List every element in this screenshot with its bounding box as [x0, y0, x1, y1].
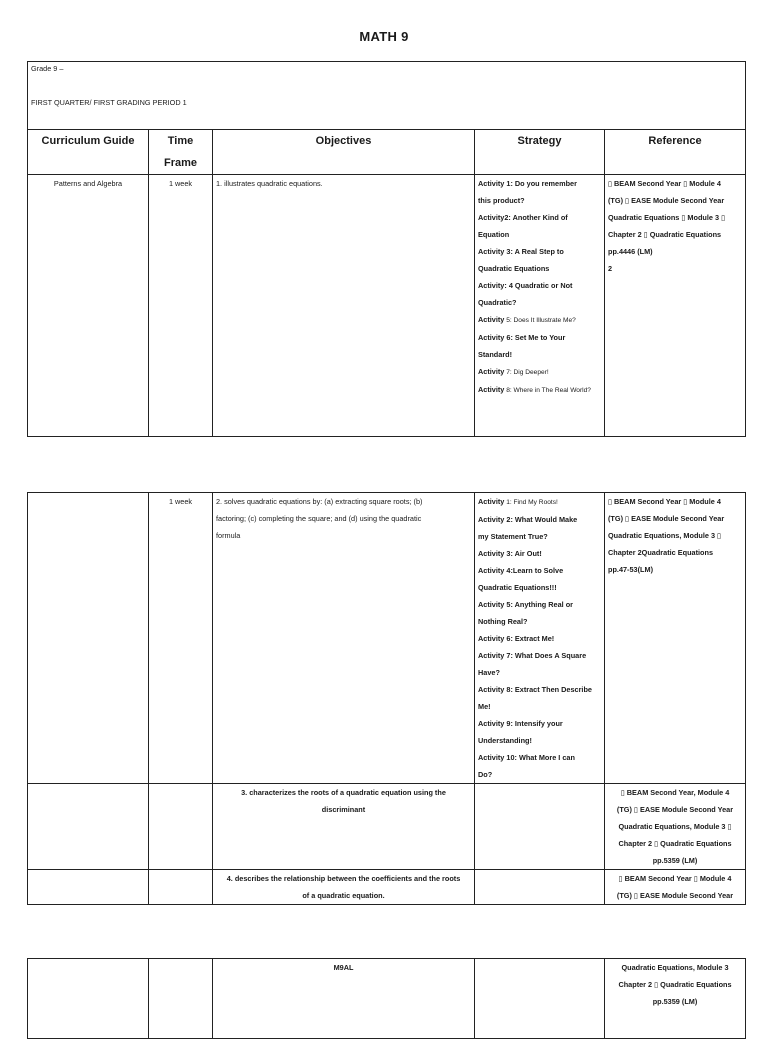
strategy-item	[478, 698, 601, 715]
strategy-item-bold: Standard!	[478, 350, 513, 359]
objective-cell: 1. illustrates quadratic equations.	[213, 175, 475, 437]
quarter-label: FIRST QUARTER/ FIRST GRADING PERIOD 1	[31, 98, 187, 107]
strategy-item-bold: Quadratic?	[478, 298, 517, 307]
objective-lines	[216, 870, 471, 904]
strategy-list	[478, 493, 601, 783]
reference-line: Quadratic Equations, Module 3 ▯	[618, 822, 732, 831]
strategy-item-bold: Activity 7: What Does A Square	[478, 651, 587, 660]
strategy-item	[478, 363, 601, 381]
strategy-item	[478, 346, 601, 363]
time-frame-cell: 1 week	[149, 493, 213, 784]
strategy-item	[478, 664, 601, 681]
reference-line: (TG) ▯ EASE Module Second Year	[608, 514, 725, 523]
strategy-item	[478, 630, 601, 647]
strategy-item	[478, 613, 601, 630]
strategy-item-bold: Activity 6: Set Me to Your	[478, 333, 566, 342]
curriculum-cell	[28, 870, 149, 905]
reference-line: Quadratic Equations, Module 3 ▯	[608, 531, 722, 540]
objective-line: of a quadratic equation.	[302, 891, 385, 900]
strategy-item-bold: Activity	[478, 385, 505, 394]
strategy-item-bold: Have?	[478, 668, 500, 677]
reference-line: Chapter 2Quadratic Equations	[608, 548, 714, 557]
strategy-item-small: 8: Where in The Real World?	[504, 387, 591, 394]
strategy-item	[478, 192, 601, 209]
objective-cell	[213, 493, 475, 784]
strategy-item-small: 1: Find My Roots!	[504, 499, 558, 506]
strategy-item-bold: Understanding!	[478, 736, 532, 745]
reference-line: pp.47-53(LM)	[608, 565, 653, 574]
strategy-item-bold: Activity 3: A Real Step to	[478, 247, 564, 256]
strategy-item	[478, 493, 601, 511]
reference-line: ▯ BEAM Second Year ▯ Module 4	[618, 874, 732, 883]
strategy-item-bold: Activity: 4 Quadratic or Not	[478, 281, 573, 290]
curriculum-cell	[28, 959, 149, 1039]
strategy-item	[478, 749, 601, 766]
reference-cell	[605, 175, 746, 437]
strategy-item-bold: Activity 9: Intensify your	[478, 719, 563, 728]
strategy-item	[478, 766, 601, 783]
strategy-item	[478, 596, 601, 613]
reference-list	[608, 870, 742, 904]
strategy-item	[478, 294, 601, 311]
strategy-item-bold: Nothing Real?	[478, 617, 528, 626]
header-time-line2: Frame	[163, 157, 198, 169]
strategy-item	[478, 562, 601, 579]
strategy-list	[478, 175, 601, 399]
time-frame-cell: 1 week	[149, 175, 213, 437]
reference-line: (TG) ▯ EASE Module Second Year	[608, 196, 725, 205]
strategy-item-bold: Activity 4:Learn to Solve	[478, 566, 564, 575]
table-row	[28, 175, 746, 437]
reference-line: pp.4446 (LM)	[608, 247, 653, 256]
reference-cell	[605, 870, 746, 905]
strategy-cell	[475, 959, 605, 1039]
header-time-frame	[149, 130, 213, 175]
document-title: MATH 9	[359, 29, 409, 44]
header-time-line1: Time	[167, 135, 194, 147]
curriculum-table-2	[27, 492, 746, 905]
strategy-item	[478, 329, 601, 346]
header-curriculum-guide: Curriculum Guide	[28, 130, 149, 175]
curriculum-table-1	[27, 61, 746, 437]
reference-cell	[605, 493, 746, 784]
objective-line: discriminant	[321, 805, 366, 814]
reference-cell	[605, 959, 746, 1039]
objective-line: 2. solves quadratic equations by: (a) extracting square roots; (b)	[216, 497, 423, 506]
strategy-item	[478, 579, 601, 596]
reference-list	[608, 175, 742, 277]
reference-line: Quadratic Equations ▯ Module 3 ▯	[608, 213, 726, 222]
reference-line: Quadratic Equations, Module 3	[621, 963, 729, 972]
objective-line: 4. describes the relationship between the coefficients and the roots	[226, 874, 461, 883]
objective-lines	[216, 784, 471, 818]
strategy-item-bold: Do?	[478, 770, 493, 779]
grade-header-row	[28, 62, 746, 130]
strategy-item	[478, 175, 601, 192]
strategy-item-small: 5: Does It Illustrate Me?	[504, 317, 576, 324]
reference-line: Chapter 2 ▯ Quadratic Equations	[618, 980, 732, 989]
strategy-item	[478, 545, 601, 562]
strategy-cell	[475, 493, 605, 784]
reference-line: Chapter 2 ▯ Quadratic Equations	[608, 230, 722, 239]
strategy-item	[478, 277, 601, 294]
header-objectives: Objectives	[213, 130, 475, 175]
strategy-item-bold: Activity 3: Air Out!	[478, 549, 542, 558]
strategy-item-bold: Me!	[478, 702, 491, 711]
objective-lines	[216, 493, 471, 544]
strategy-item-bold: Activity 1: Do you remember	[478, 179, 577, 188]
header-strategy: Strategy	[475, 130, 605, 175]
strategy-item-bold: Activity	[478, 497, 505, 506]
objective-cell: M9AL	[213, 959, 475, 1039]
table-row	[28, 493, 746, 784]
strategy-item-bold: this product?	[478, 196, 525, 205]
table-row	[28, 959, 746, 1039]
curriculum-cell	[28, 784, 149, 870]
strategy-item	[478, 732, 601, 749]
strategy-item	[478, 715, 601, 732]
table-row	[28, 784, 746, 870]
objective-line: 3. characterizes the roots of a quadratic equation using the	[241, 788, 446, 797]
strategy-item-bold: Quadratic Equations	[478, 264, 550, 273]
strategy-item-bold: Equation	[478, 230, 510, 239]
reference-line: ▯ BEAM Second Year ▯ Module 4	[608, 179, 721, 188]
strategy-cell	[475, 784, 605, 870]
time-frame-cell	[149, 959, 213, 1039]
reference-cell	[605, 784, 746, 870]
reference-line: pp.5359 (LM)	[652, 856, 698, 865]
column-header-row	[28, 130, 746, 175]
strategy-item	[478, 511, 601, 528]
curriculum-cell	[28, 493, 149, 784]
strategy-item-bold: Activity2: Another Kind of	[478, 213, 568, 222]
strategy-item	[478, 647, 601, 664]
strategy-item-bold: Quadratic Equations!!!	[478, 583, 557, 592]
strategy-cell	[475, 175, 605, 437]
reference-line: (TG) ▯ EASE Module Second Year	[616, 805, 734, 814]
strategy-item	[478, 311, 601, 329]
reference-line: 2	[608, 264, 613, 273]
strategy-item-bold: Activity	[478, 315, 505, 324]
curriculum-table-3	[27, 958, 746, 1039]
objective-line: formula	[216, 531, 241, 540]
strategy-item	[478, 226, 601, 243]
strategy-item	[478, 381, 601, 399]
strategy-item-bold: Activity 6: Extract Me!	[478, 634, 555, 643]
header-reference: Reference	[605, 130, 746, 175]
time-frame-cell	[149, 870, 213, 905]
reference-line: Chapter 2 ▯ Quadratic Equations	[618, 839, 732, 848]
reference-line: pp.5359 (LM)	[652, 997, 698, 1006]
reference-list	[608, 784, 742, 869]
objective-cell	[213, 870, 475, 905]
curriculum-cell: Patterns and Algebra	[28, 175, 149, 437]
strategy-item	[478, 681, 601, 698]
strategy-item-bold: Activity	[478, 367, 505, 376]
objective-line: factoring; (c) completing the square; and (d) using the quadratic	[216, 514, 422, 523]
strategy-cell	[475, 870, 605, 905]
strategy-item	[478, 209, 601, 226]
reference-line: (TG) ▯ EASE Module Second Year	[616, 891, 734, 900]
strategy-item-bold: my Statement True?	[478, 532, 548, 541]
strategy-item-bold: Activity 8: Extract Then Describe	[478, 685, 592, 694]
strategy-item	[478, 243, 601, 260]
time-frame-cell	[149, 784, 213, 870]
strategy-item-small: 7: Dig Deeper!	[504, 369, 549, 376]
strategy-item-bold: Activity 5: Anything Real or	[478, 600, 574, 609]
strategy-item	[478, 260, 601, 277]
strategy-item-bold: Activity 2: What Would Make	[478, 515, 578, 524]
reference-list	[608, 493, 742, 578]
grade-label: Grade 9 –	[31, 64, 64, 73]
objective-cell	[213, 784, 475, 870]
reference-line: ▯ BEAM Second Year ▯ Module 4	[608, 497, 721, 506]
reference-line: ▯ BEAM Second Year, Module 4	[620, 788, 730, 797]
strategy-item-bold: Activity 10: What More I can	[478, 753, 575, 762]
table-row	[28, 870, 746, 905]
reference-list	[608, 959, 742, 1010]
grade-header-cell	[28, 62, 746, 130]
strategy-item	[478, 528, 601, 545]
